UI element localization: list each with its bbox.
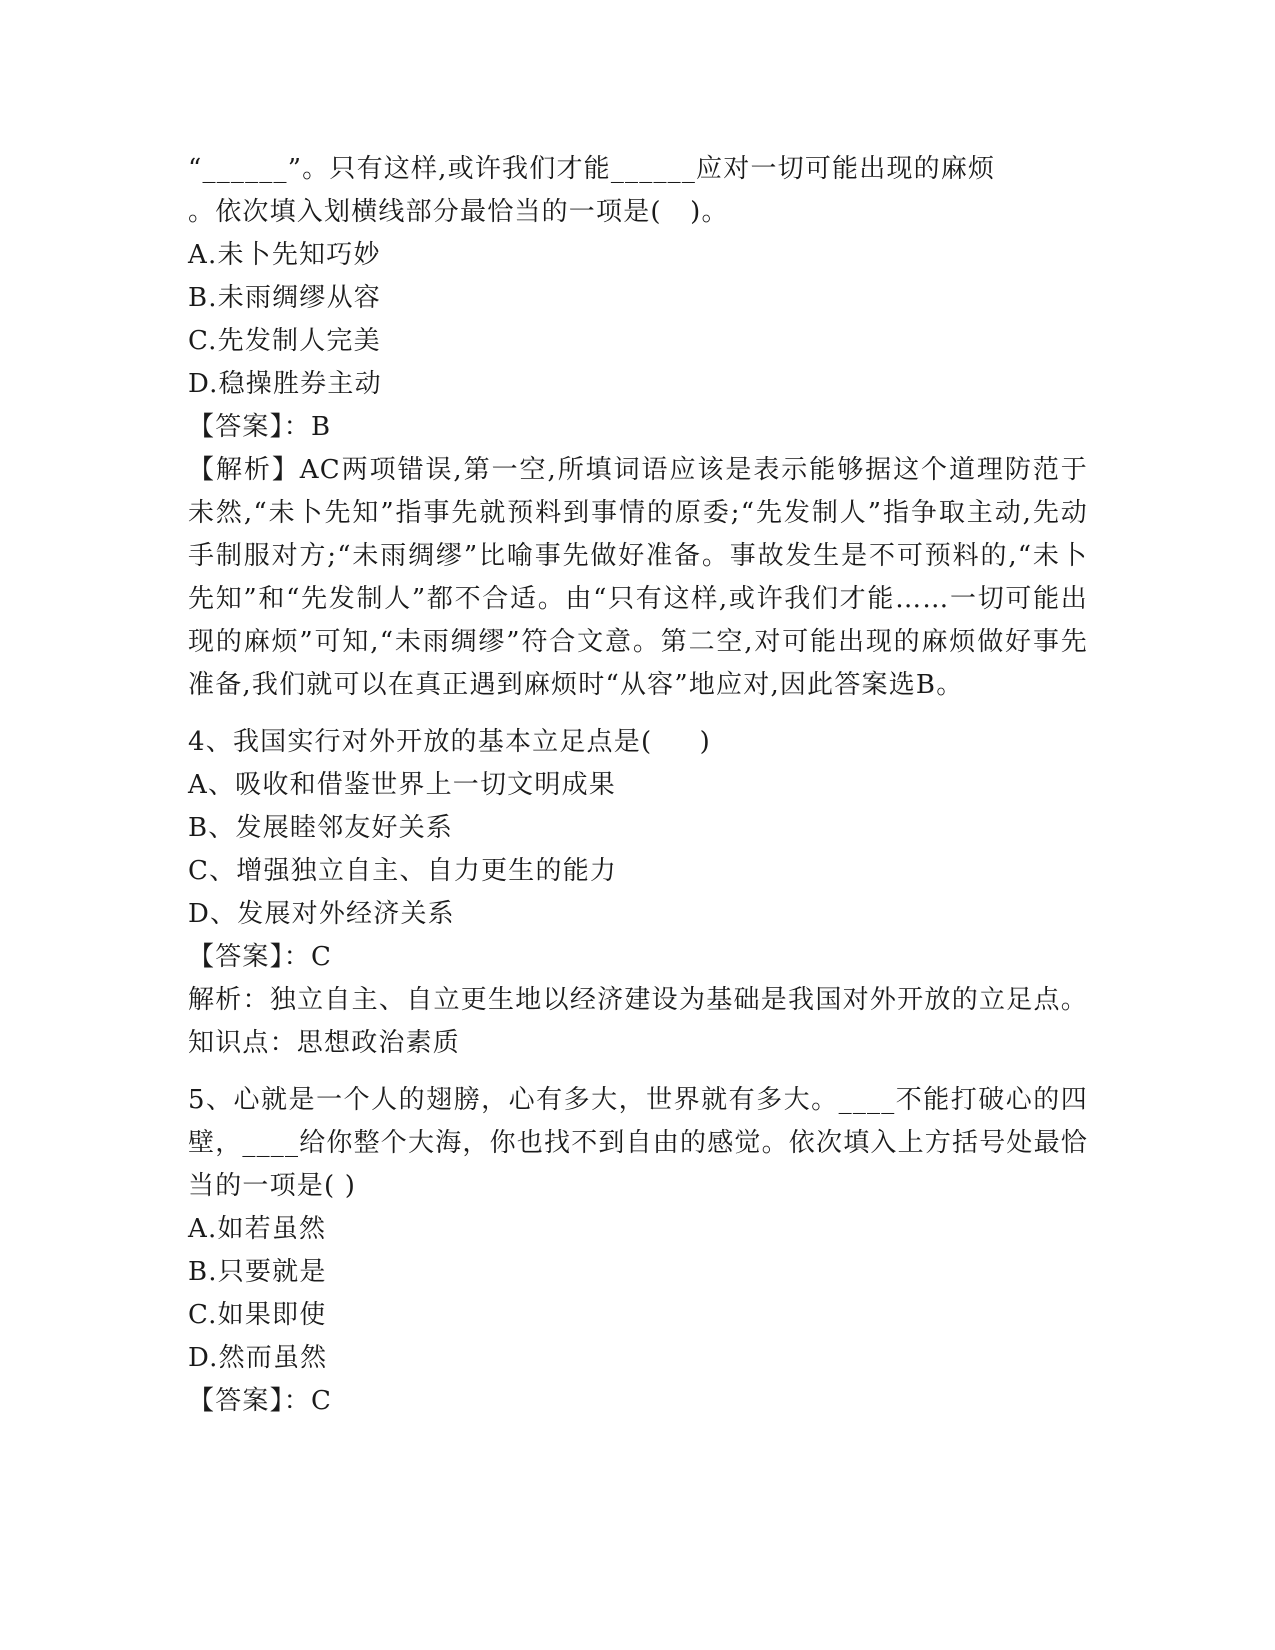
- question-3: [188, 148, 1088, 707]
- spacer: [188, 1065, 1088, 1079]
- question-4-stem: 4、我国实行对外开放的基本立足点是( ): [188, 727, 711, 757]
- question-3-analysis: 【解析】AC两项错误,第一空,所填词语应该是表示能够据这个道理防范于未然,“未卜先知”指事先就预料到事情的原委;“先发制人”指争取主动,先动手制服对方;“未雨绸缪”比喻事先做好准备。事故发生是不可预料的,“未卜先知”和“先发制人”都不合适。由“只有这样,或许我们才能……一切可能出现的麻烦”可知,“未雨绸缪”符合文意。第二空,对可能出现的麻烦做好事先准备,我们就可以在真正遇到麻烦时“从容”地应对,因此答案选B。: [188, 455, 1088, 700]
- question-5-answer: 【答案】：C: [188, 1386, 333, 1416]
- question-5: [188, 1079, 1088, 1423]
- page-content: [188, 148, 1088, 1423]
- question-4-analysis: 解析：独立自主、自立更生地以经济建设为基础是我国对外开放的立足点。知识点：思想政治素质: [188, 985, 1088, 1058]
- spacer: [188, 707, 1088, 721]
- question-5-option-d: D.然而虽然: [188, 1343, 328, 1373]
- question-3-stem-line-1: “______”。只有这样,或许我们才能______应对一切可能出现的麻烦: [188, 154, 996, 184]
- question-4-option-a: A、吸收和借鉴世界上一切文明成果: [188, 770, 616, 800]
- question-4-option-d: D、发展对外经济关系: [188, 899, 455, 929]
- question-3-option-b: B.未雨绸缪从容: [188, 283, 381, 313]
- question-4-option-c: C、增强独立自主、自力更生的能力: [188, 856, 618, 886]
- question-3-answer: 【答案】：B: [188, 412, 332, 442]
- question-3-stem-line-2: 。依次填入划横线部分最恰当的一项是( )。: [188, 197, 729, 227]
- question-5-option-c: C.如果即使: [188, 1300, 327, 1330]
- question-4-option-b: B、发展睦邻友好关系: [188, 813, 454, 843]
- question-5-option-b: B.只要就是: [188, 1257, 327, 1287]
- question-3-option-d: D.稳操胜券主动: [188, 369, 382, 399]
- question-3-option-c: C.先发制人完美: [188, 326, 381, 356]
- question-5-stem: 5、心就是一个人的翅膀，心有多大，世界就有多大。____不能打破心的四壁，____给你整个大海，你也找不到自由的感觉。依次填入上方括号处最恰当的一项是( ): [188, 1085, 1089, 1201]
- question-4: [188, 721, 1088, 1065]
- question-4-answer: 【答案】：C: [188, 942, 333, 972]
- question-5-option-a: A.如若虽然: [188, 1214, 327, 1244]
- question-3-option-a: A.未卜先知巧妙: [188, 240, 381, 270]
